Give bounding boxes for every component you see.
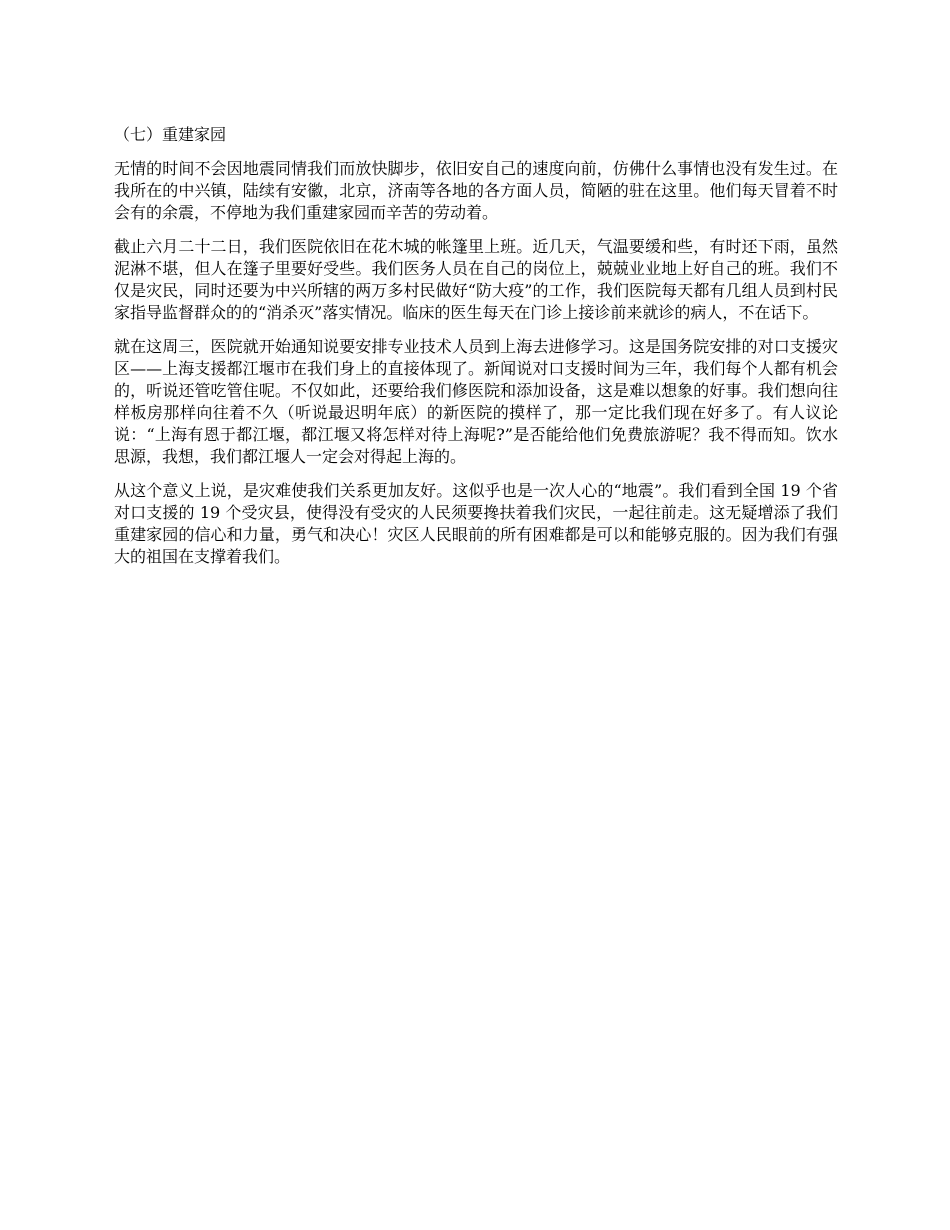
paragraph-1: 无情的时间不会因地震同情我们而放快脚步，依旧安自己的速度向前，仿佛什么事情也没有发生过。在我所在的中兴镇，陆续有安徽，北京，济南等各地的各方面人员，简陋的驻在这里。他们每天冒着不时会有的余震，不停地为我们重建家园而辛苦的劳动着。	[114, 159, 838, 222]
paragraph-4: 从这个意义上说，是灾难使我们关系更加友好。这似乎也是一次人心的“地震”。我们看到全国 19 个省对口支援的 19 个受灾县，使得没有受灾的人民须要搀扶着我们灾民，一起往前走。这无疑增添了我们重建家园的信心和力量，勇气和决心！灾区人民眼前的所有困难都是可以和能够克服的。因为我们有强大的祖国在支撑着我们。	[114, 481, 838, 566]
paragraph-3: 就在这周三，医院就开始通知说要安排专业技术人员到上海去进修学习。这是国务院安排的对口支援灾区——上海支援都江堰市在我们身上的直接体现了。新闻说对口支援时间为三年，我们每个人都有机会的，听说还管吃管住呢。不仅如此，还要给我们修医院和添加设备，这是难以想象的好事。我们想向往样板房那样向往着不久（听说最迟明年底）的新医院的摸样了，那一定比我们现在好多了。有人议论说：“上海有恩于都江堰，都江堰又将怎样对待上海呢?”是否能给他们免费旅游呢？我不得而知。饮水思源，我想，我们都江堰人一定会对得起上海的。	[114, 337, 838, 466]
document-page	[114, 124, 838, 580]
section-heading: （七）重建家园	[114, 125, 227, 144]
paragraph-2: 截止六月二十二日，我们医院依旧在花木城的帐篷里上班。近几天，气温要缓和些，有时还下雨，虽然泥淋不堪，但人在篷子里要好受些。我们医务人员在自己的岗位上，兢兢业业地上好自己的班。我们不仅是灾民，同时还要为中兴所辖的两万多村民做好“防大疫”的工作，我们医院每天都有几组人员到村民家指导监督群众的的“消杀灭”落实情况。临床的医生每天在门诊上接诊前来就诊的病人，不在话下。	[114, 237, 838, 322]
